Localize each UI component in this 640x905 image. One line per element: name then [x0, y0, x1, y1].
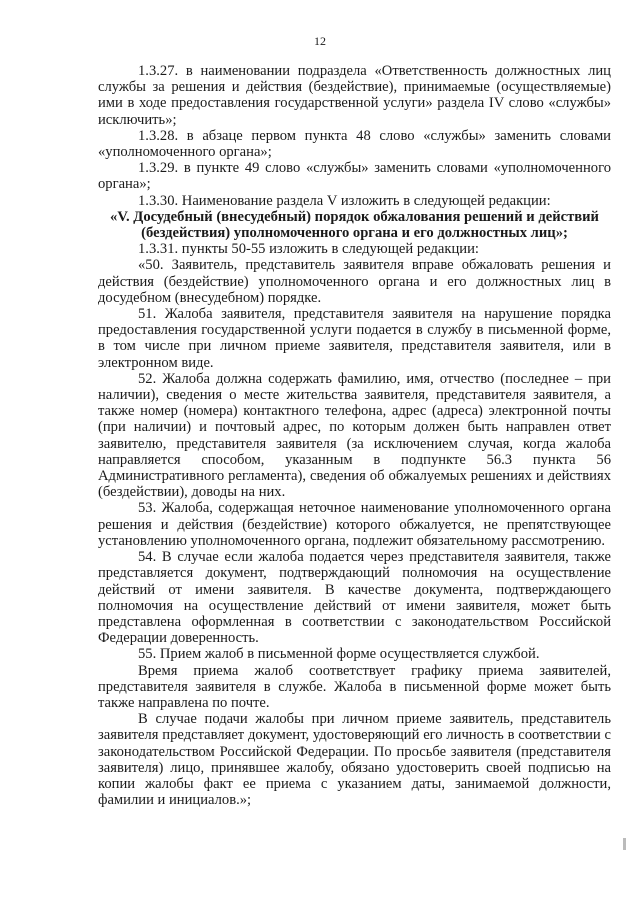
paragraph-55-schedule: Время приема жалоб соответствует графику приема заявителей, представителя заявителя в службе. Жалоба в письменной форме может быть также направлена по почте.	[98, 662, 611, 711]
paragraph-55-personal-reception: В случае подачи жалобы при личном приеме заявитель, представитель заявителя представляет документ, удостоверяющий его личность в соответствии с законодательством Российской Федерации. По просьбе заявителя (представителя заявителя) лицо, принявшее жалобу, обязано удостоверить своей подписью на копии жалобы факт ее приема с указанием даты, занимаемой должности, фамилии и инициалов.»;	[98, 711, 611, 809]
paragraph-50: «50. Заявитель, представитель заявителя вправе обжаловать решения и действия (бездействие) уполномоченного органа и его должностных лиц в досудебном (внесудебном) порядке.	[98, 257, 611, 306]
scan-edge-mark	[623, 838, 626, 850]
section-v-heading: «V. Досудебный (внесудебный) порядок обжалования решений и действий (бездействия) уполномоченного органа и его должностных лиц»;	[110, 208, 599, 242]
paragraph-1-3-30: 1.3.30. Наименование раздела V изложить в следующей редакции:	[138, 192, 551, 209]
paragraph-51: 51. Жалоба заявителя, представителя заявителя на нарушение порядка предоставления государственной услуги подается в службу в письменной форме, в том числе при личном приеме заявителя, представителя заявителя, или в электронном виде.	[98, 306, 611, 371]
paragraph-1-3-27: 1.3.27. в наименовании подраздела «Ответственность должностных лиц службы за решения и действия (бездействие), принимаемые (осуществляемые) ими в ходе предоставления государственной услуги» раздела IV слово «службы» исключить»;	[98, 63, 611, 128]
paragraph-53: 53. Жалоба, содержащая неточное наименование уполномоченного органа решения и действия (бездействие) которого обжалуется, не препятствующее установлению уполномоченного органа, подлежит обязательному рассмотрению.	[98, 500, 611, 549]
paragraph-54: 54. В случае если жалоба подается через представителя заявителя, также представляется документ, подтверждающий полномочия на осуществление действий от имени заявителя. В качестве документа, подтверждающего полномочия на осуществление действий от имени заявителя, может быть представлена оформленная в соответствии с законодательством Российской Федерации доверенность.	[98, 549, 611, 647]
paragraph-1-3-29: 1.3.29. в пункте 49 слово «службы» заменить словами «уполномоченного органа»;	[98, 160, 611, 193]
paragraph-1-3-28: 1.3.28. в абзаце первом пункта 48 слово «службы» заменить словами «уполномоченного органа»;	[98, 127, 611, 161]
document-body	[98, 63, 611, 808]
paragraph-52: 52. Жалоба должна содержать фамилию, имя, отчество (последнее – при наличии), сведения о месте жительства заявителя, представителя заявителя, а также номер (номера) контактного телефона, адрес (адреса) электронной почты (при наличии) и почтовый адрес, по которым должен быть направлен ответ заявителю, представителя заявителя (за исключением случая, когда жалоба направляется способом, указанным в подпункте 56.3 пункта 56 Административного регламента), сведения об обжалуемых решениях и действиях (бездействии), доводы на них.	[98, 370, 611, 501]
paragraph-1-3-31: 1.3.31. пункты 50-55 изложить в следующей редакции:	[138, 241, 479, 258]
page-number: 12	[314, 34, 326, 48]
paragraph-55: 55. Прием жалоб в письменной форме осуществляется службой.	[138, 646, 540, 663]
